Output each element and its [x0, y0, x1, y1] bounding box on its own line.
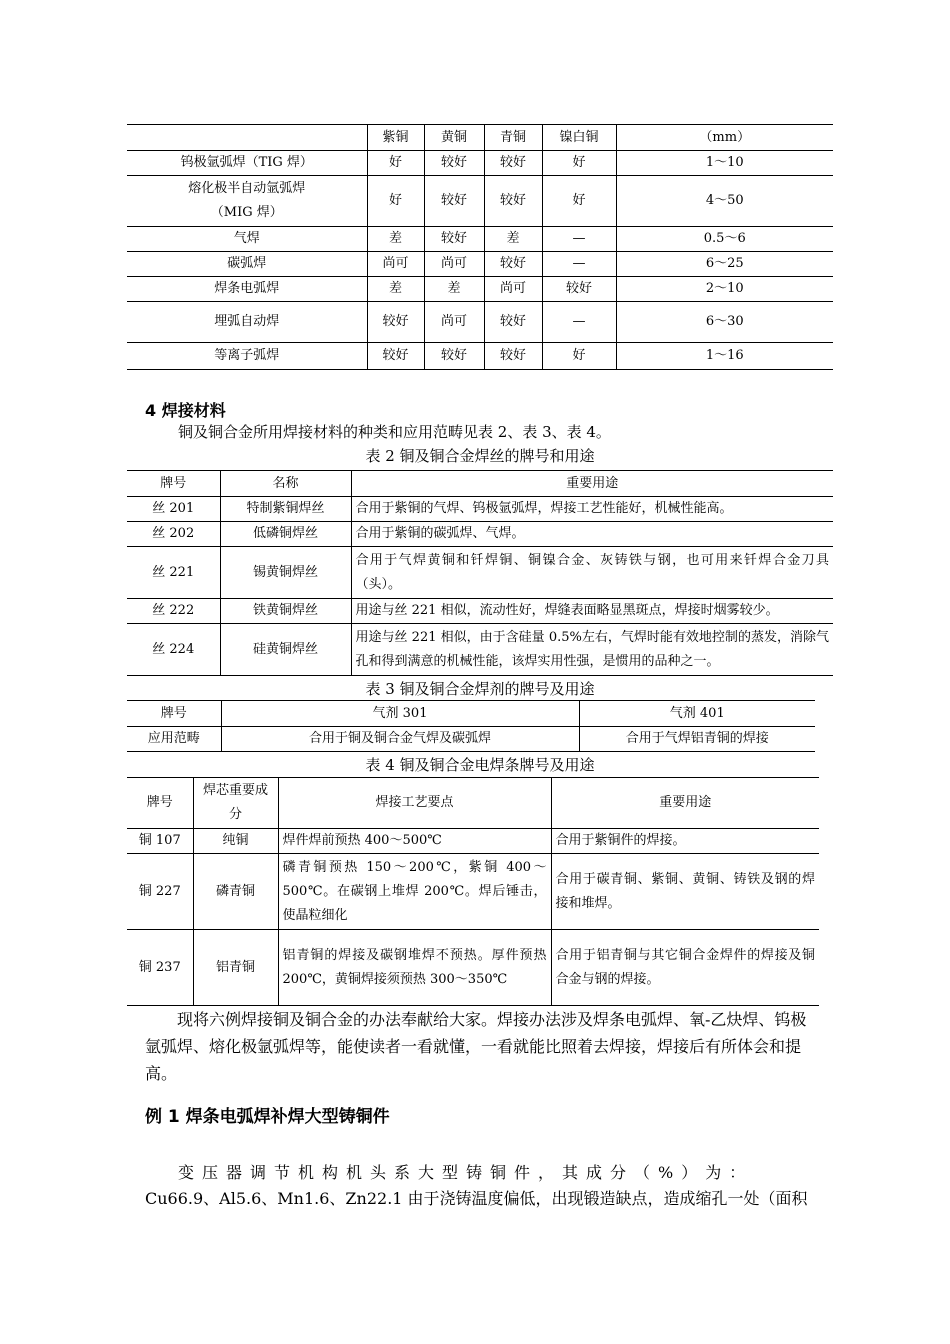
cell: 较好	[484, 252, 542, 277]
cell: 用途与丝 221 相似，由于含硅量 0.5%左右，气焊时能有效地控制的蒸发，消除气孔和得到满意的机械性能，该焊实用性强，是惯用的品种之一。	[351, 624, 833, 676]
table-header-row	[127, 125, 833, 151]
cell: 铝青铜的焊接及碳钢堆焊不预热。厚件预热 200℃，黄铜焊接须预热 300～350℃	[278, 930, 551, 1006]
header-cell: 气剂 301	[221, 701, 579, 727]
header-cell: 牌号	[127, 778, 193, 829]
cell: 0.5～6	[616, 227, 833, 252]
cell: 磷青铜	[193, 854, 278, 930]
header-cell: 气剂 401	[579, 701, 815, 727]
cell: 丝 224	[127, 624, 220, 676]
cell: 合用于铝青铜与其它铜合金焊件的焊接及铜合金与钢的焊接。	[551, 930, 819, 1006]
cell-line: （MIG 焊）	[210, 205, 283, 220]
header-cell: 黄铜	[424, 125, 484, 151]
table-row	[127, 930, 819, 1006]
header-cell: 名称	[220, 471, 351, 497]
header-cell: 焊芯重要成分	[193, 778, 278, 829]
cell: 碳弧焊	[127, 252, 367, 277]
table-row	[127, 302, 833, 343]
table-row	[127, 277, 833, 302]
table-header-row	[127, 471, 833, 497]
header-cell: 青铜	[484, 125, 542, 151]
welding-methods-table	[127, 124, 833, 370]
table-row	[127, 252, 833, 277]
cell: 等离子弧焊	[127, 343, 367, 370]
table-row	[127, 522, 833, 547]
cell: 焊件焊前预热 400～500℃	[278, 829, 551, 854]
cell: 埋弧自动焊	[127, 302, 367, 343]
header-cell: 焊接工艺要点	[278, 778, 551, 829]
cell: 较好	[424, 343, 484, 370]
cell: 硅黄铜焊丝	[220, 624, 351, 676]
cell: 1～16	[616, 343, 833, 370]
cell: 较好	[367, 302, 424, 343]
header-cell: 紫铜	[367, 125, 424, 151]
section-intro: 铜及铜合金所用焊接材料的种类和应用范畴见表 2、表 3、表 4。	[178, 423, 611, 441]
table-row	[127, 727, 815, 752]
table-row	[127, 343, 833, 370]
cell: 用途与丝 221 相似，流动性好，焊缝表面略显黑斑点，焊接时烟雾较少。	[351, 599, 833, 624]
cell: 好	[367, 151, 424, 176]
cell: 尚可	[424, 302, 484, 343]
cell: 较好	[424, 151, 484, 176]
table4-caption: 表 4 铜及铜合金电焊条牌号及用途	[365, 756, 595, 774]
table-row	[127, 624, 833, 676]
welding-electrode-table	[127, 777, 819, 1006]
header-cell: （mm）	[616, 125, 833, 151]
cell: 丝 222	[127, 599, 220, 624]
table-row	[127, 854, 819, 930]
cell: 差	[484, 227, 542, 252]
cell: —	[542, 227, 616, 252]
cell: 应用范畴	[127, 727, 221, 752]
cell-line: 熔化极半自动氩弧焊	[188, 181, 306, 196]
header-cell: 牌号	[127, 701, 221, 727]
table-row	[127, 599, 833, 624]
cell: 合用于气焊铝青铜的焊接	[579, 727, 815, 752]
cell: 尚可	[484, 277, 542, 302]
cell: 好	[542, 176, 616, 227]
cell: 1～10	[616, 151, 833, 176]
cell: 特制紫铜焊丝	[220, 497, 351, 522]
table-header-row	[127, 701, 815, 727]
cell: 6～25	[616, 252, 833, 277]
cell: 合用于紫铜件的焊接。	[551, 829, 819, 854]
table-row	[127, 151, 833, 176]
cell	[127, 176, 367, 227]
cell: 低磷铜焊丝	[220, 522, 351, 547]
cell: 尚可	[424, 252, 484, 277]
table-row	[127, 176, 833, 227]
cell: 合用于紫铜的碳弧焊、气焊。	[351, 522, 833, 547]
cell: 差	[367, 277, 424, 302]
cell: 好	[542, 151, 616, 176]
cell: 差	[367, 227, 424, 252]
cell: 较好	[484, 302, 542, 343]
cell: 锡黄铜焊丝	[220, 547, 351, 599]
cell: 较好	[484, 176, 542, 227]
cell: 合用于气焊黄铜和钎焊铜、铜镍合金、灰铸铁与钢，也可用来钎焊合金刀具（头）。	[351, 547, 833, 599]
cell: 焊条电弧焊	[127, 277, 367, 302]
cell: —	[542, 302, 616, 343]
cell: 好	[367, 176, 424, 227]
cell: 铜 237	[127, 930, 193, 1006]
header-cell: 镍白铜	[542, 125, 616, 151]
cell: 铁黄铜焊丝	[220, 599, 351, 624]
cell: 6～30	[616, 302, 833, 343]
cell: 合用于铜及铜合金气焊及碳弧焊	[221, 727, 579, 752]
cell: 好	[542, 343, 616, 370]
cell: 较好	[424, 227, 484, 252]
cell: 铜 107	[127, 829, 193, 854]
cell: 钨极氩弧焊（TIG 焊）	[127, 151, 367, 176]
cell: 铜 227	[127, 854, 193, 930]
cell: 较好	[424, 176, 484, 227]
section-heading: 4 焊接材料	[145, 401, 226, 420]
cell: 差	[424, 277, 484, 302]
header-cell: 重要用途	[351, 471, 833, 497]
cell: —	[542, 252, 616, 277]
header-cell	[127, 125, 367, 151]
cell: 较好	[484, 343, 542, 370]
table-row	[127, 829, 819, 854]
cell: 较好	[484, 151, 542, 176]
table-row	[127, 227, 833, 252]
table2-caption: 表 2 铜及铜合金焊丝的牌号和用途	[365, 447, 595, 465]
closing-paragraph: 现将六例焊接铜及铜合金的办法奉献给大家。焊接办法涉及焊条电弧焊、氧-乙炔焊、钨极氩弧焊、熔化极氩弧焊等，能使读者一看就懂，一看就能比照着去焊接，焊接后有所体会和提高。	[145, 1010, 807, 1083]
example1-line2: Cu66.9、Al5.6、Mn1.6、Zn22.1 由于浇铸温度偏低，出现锻造缺点，造成缩孔一处（面积	[145, 1189, 808, 1208]
header-cell: 牌号	[127, 471, 220, 497]
cell: 纯铜	[193, 829, 278, 854]
cell: 合用于紫铜的气焊、钨极氩弧焊，焊接工艺性能好，机械性能高。	[351, 497, 833, 522]
example1-heading: 例 1 焊条电弧焊补焊大型铸铜件	[145, 1107, 390, 1127]
cell: 合用于碳青铜、紫铜、黄铜、铸铁及钢的焊接和堆焊。	[551, 854, 819, 930]
table-row	[127, 547, 833, 599]
example1-line1: 变压器调节机构机头系大型铸铜件，其成分（%）为：	[178, 1163, 754, 1182]
cell: 磷青铜预热 150～200℃，紫铜 400～500℃。在碳钢上堆焊 200℃。焊后锤击，使晶粒细化	[278, 854, 551, 930]
cell: 气焊	[127, 227, 367, 252]
header-cell: 重要用途	[551, 778, 819, 829]
cell: 丝 201	[127, 497, 220, 522]
cell: 较好	[542, 277, 616, 302]
cell: 铝青铜	[193, 930, 278, 1006]
welding-wire-table	[127, 470, 833, 676]
cell: 4～50	[616, 176, 833, 227]
cell: 丝 202	[127, 522, 220, 547]
cell: 较好	[367, 343, 424, 370]
cell: 丝 221	[127, 547, 220, 599]
table3-caption: 表 3 铜及铜合金焊剂的牌号及用途	[365, 680, 595, 698]
table-row	[127, 497, 833, 522]
cell: 2～10	[616, 277, 833, 302]
welding-flux-table	[127, 700, 815, 752]
table-header-row	[127, 778, 819, 829]
cell: 尚可	[367, 252, 424, 277]
